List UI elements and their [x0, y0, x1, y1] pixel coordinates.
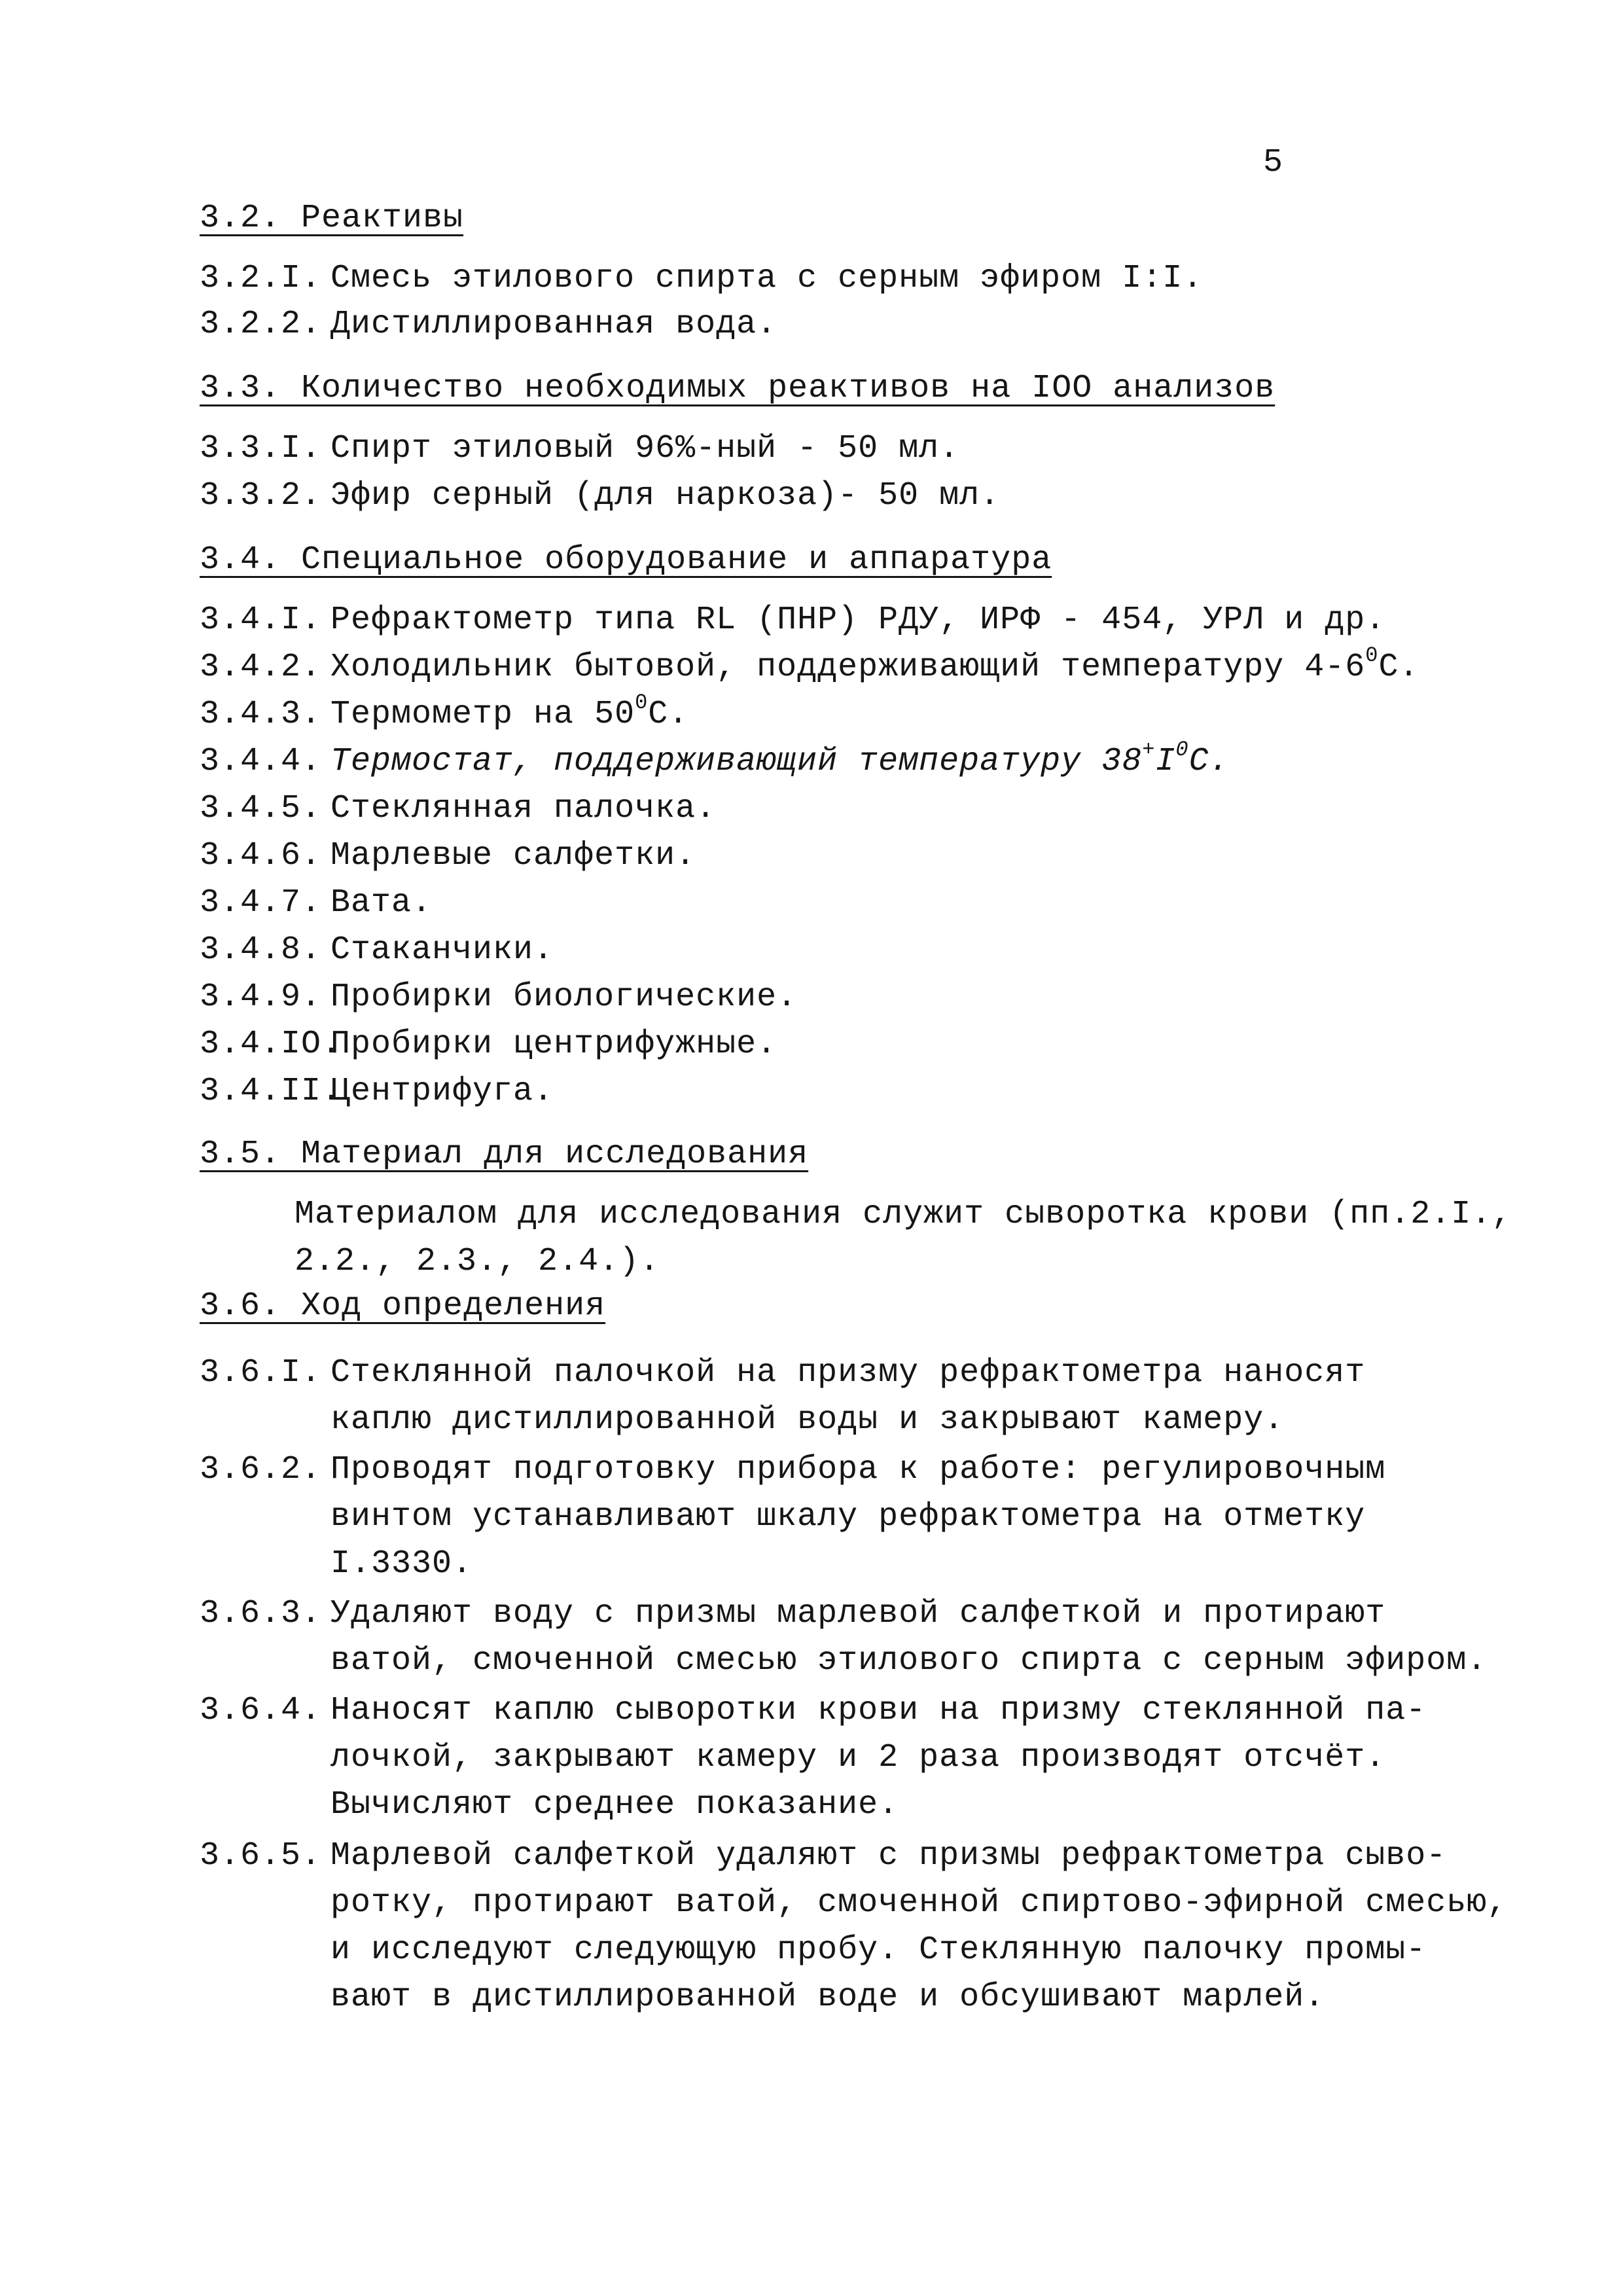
- item-3-4-9: [200, 974, 797, 1021]
- item-number: 3.4.IO.: [200, 1026, 342, 1063]
- item-number: 3.4.9.: [200, 978, 322, 1016]
- item-3-6-1: [200, 1350, 1365, 1397]
- item-text: Вата.: [330, 884, 433, 922]
- section-3-4-heading: 3.4. Специальное оборудование и аппаратура: [200, 541, 1052, 579]
- item-3-4-7: [200, 880, 432, 927]
- item-3-6-5-line-4: вают в дистиллированной воде и обсушивают марлей.: [330, 1979, 1325, 2016]
- section-3-5-text-line-2: 2.2., 2.3., 2.4.).: [294, 1243, 660, 1280]
- item-3-6-3: [200, 1590, 1385, 1638]
- item-text: Холодильник бытовой, поддерживающий температуру 4-6: [330, 649, 1366, 686]
- item-3-6-4-line-3: Вычисляют среднее показание.: [330, 1786, 899, 1823]
- item-number: 3.6.2.: [200, 1451, 322, 1488]
- section-3-6-heading: 3.6. Ход определения: [200, 1287, 606, 1325]
- item-number: 3.2.I.: [200, 260, 322, 297]
- item-3-3-2: [200, 473, 1000, 520]
- item-3-6-5: [200, 1833, 1446, 1880]
- item-text: Марлевые салфетки.: [330, 837, 696, 874]
- item-3-6-4: [200, 1687, 1426, 1734]
- item-3-4-3: [200, 691, 688, 738]
- item-number: 3.4.II.: [200, 1073, 342, 1110]
- item-3-3-1: [200, 425, 959, 473]
- degree-mark: 0: [1365, 643, 1379, 668]
- item-text: Термометр на 50: [330, 696, 635, 733]
- plus-minus-mark: +: [1142, 738, 1156, 762]
- item-text: Марлевой салфеткой удаляют с призмы рефрактометра сыво-: [330, 1837, 1447, 1874]
- item-3-4-8: [200, 927, 554, 974]
- item-text: Термостат, поддерживающий температуру 38: [330, 743, 1143, 780]
- section-3-5-text-line-1: Материалом для исследования служит сыворотка крови (пп.2.I.,: [294, 1196, 1512, 1233]
- item-text: Пробирки центрифужные.: [330, 1026, 777, 1063]
- item-text: Удаляют воду с призмы марлевой салфеткой и протирают: [330, 1595, 1386, 1632]
- item-text: Пробирки биологические.: [330, 978, 798, 1016]
- item-text: Рефрактометр типа RL (ПНР) РДУ, ИРФ - 454, УРЛ и др.: [330, 601, 1386, 639]
- item-3-6-1-line-2: каплю дистиллированной воды и закрывают камеру.: [330, 1401, 1285, 1439]
- item-number: 3.4.7.: [200, 884, 322, 922]
- item-number: 3.6.I.: [200, 1354, 322, 1391]
- item-3-4-10: [200, 1021, 777, 1068]
- degree-mark: 0: [635, 691, 649, 715]
- degree-mark: 0: [1175, 738, 1189, 762]
- item-number: 3.4.6.: [200, 837, 322, 874]
- section-3-5-heading: 3.5. Материал для исследования: [200, 1136, 809, 1173]
- item-3-2-1: [200, 255, 1203, 302]
- item-text-mid: I: [1155, 743, 1176, 780]
- item-text: Спирт этиловый 96%-ный - 50 мл.: [330, 430, 960, 467]
- item-3-4-6: [200, 833, 696, 880]
- item-text: Эфир серный (для наркоза)- 50 мл.: [330, 477, 1001, 514]
- section-3-3-heading: 3.3. Количество необходимых реактивов на IOO анализов: [200, 370, 1275, 407]
- section-3-2-heading: 3.2. Реактивы: [200, 200, 464, 237]
- item-number: 3.4.I.: [200, 601, 322, 639]
- item-number: 3.6.4.: [200, 1692, 322, 1729]
- item-text: Центрифуга.: [330, 1073, 554, 1110]
- item-3-6-2: [200, 1446, 1385, 1494]
- item-3-6-2-line-3: I.3330.: [330, 1545, 473, 1583]
- item-3-2-2: [200, 301, 777, 348]
- item-3-6-5-line-3: и исследуют следующую пробу. Стеклянную палочку промы-: [330, 1931, 1427, 1969]
- item-3-6-5-line-2: ротку, протирают ватой, смоченной спиртово-эфирной смесью,: [330, 1884, 1508, 1922]
- item-text: Дистиллированная вода.: [330, 306, 777, 343]
- item-number: 3.6.3.: [200, 1595, 322, 1632]
- item-3-6-3-line-2: ватой, смоченной смесью этилового спирта с серным эфиром.: [330, 1642, 1488, 1679]
- item-3-4-11: [200, 1068, 554, 1115]
- item-number: 3.4.2.: [200, 649, 322, 686]
- item-number: 3.4.5.: [200, 790, 322, 827]
- item-number: 3.3.2.: [200, 477, 322, 514]
- item-text: Стеклянная палочка.: [330, 790, 717, 827]
- item-3-4-1: [200, 597, 1385, 644]
- item-3-6-2-line-2: винтом устанавливают шкалу рефрактометра на отметку: [330, 1498, 1366, 1535]
- item-text-tail: С.: [648, 696, 689, 733]
- page-number: 5: [1263, 144, 1283, 181]
- item-3-4-4: [200, 738, 1230, 785]
- item-text-tail: С.: [1378, 649, 1419, 686]
- item-number: 3.3.I.: [200, 430, 322, 467]
- item-number: 3.2.2.: [200, 306, 322, 343]
- item-3-6-4-line-2: лочкой, закрывают камеру и 2 раза производят отсчёт.: [330, 1739, 1386, 1776]
- item-text: Стеклянной палочкой на призму рефрактометра наносят: [330, 1354, 1366, 1391]
- item-number: 3.6.5.: [200, 1837, 322, 1874]
- item-text-tail: С.: [1188, 743, 1230, 780]
- item-number: 3.4.4.: [200, 743, 322, 780]
- item-3-4-5: [200, 785, 716, 833]
- item-text: Стаканчики.: [330, 931, 554, 969]
- item-number: 3.4.8.: [200, 931, 322, 969]
- item-number: 3.4.3.: [200, 696, 322, 733]
- item-text: Наносят каплю сыворотки крови на призму стеклянной па-: [330, 1692, 1427, 1729]
- item-text: Проводят подготовку прибора к работе: регулировочным: [330, 1451, 1386, 1488]
- item-text: Смесь этилового спирта с серным эфиром I:I.: [330, 260, 1204, 297]
- item-3-4-2: [200, 644, 1419, 691]
